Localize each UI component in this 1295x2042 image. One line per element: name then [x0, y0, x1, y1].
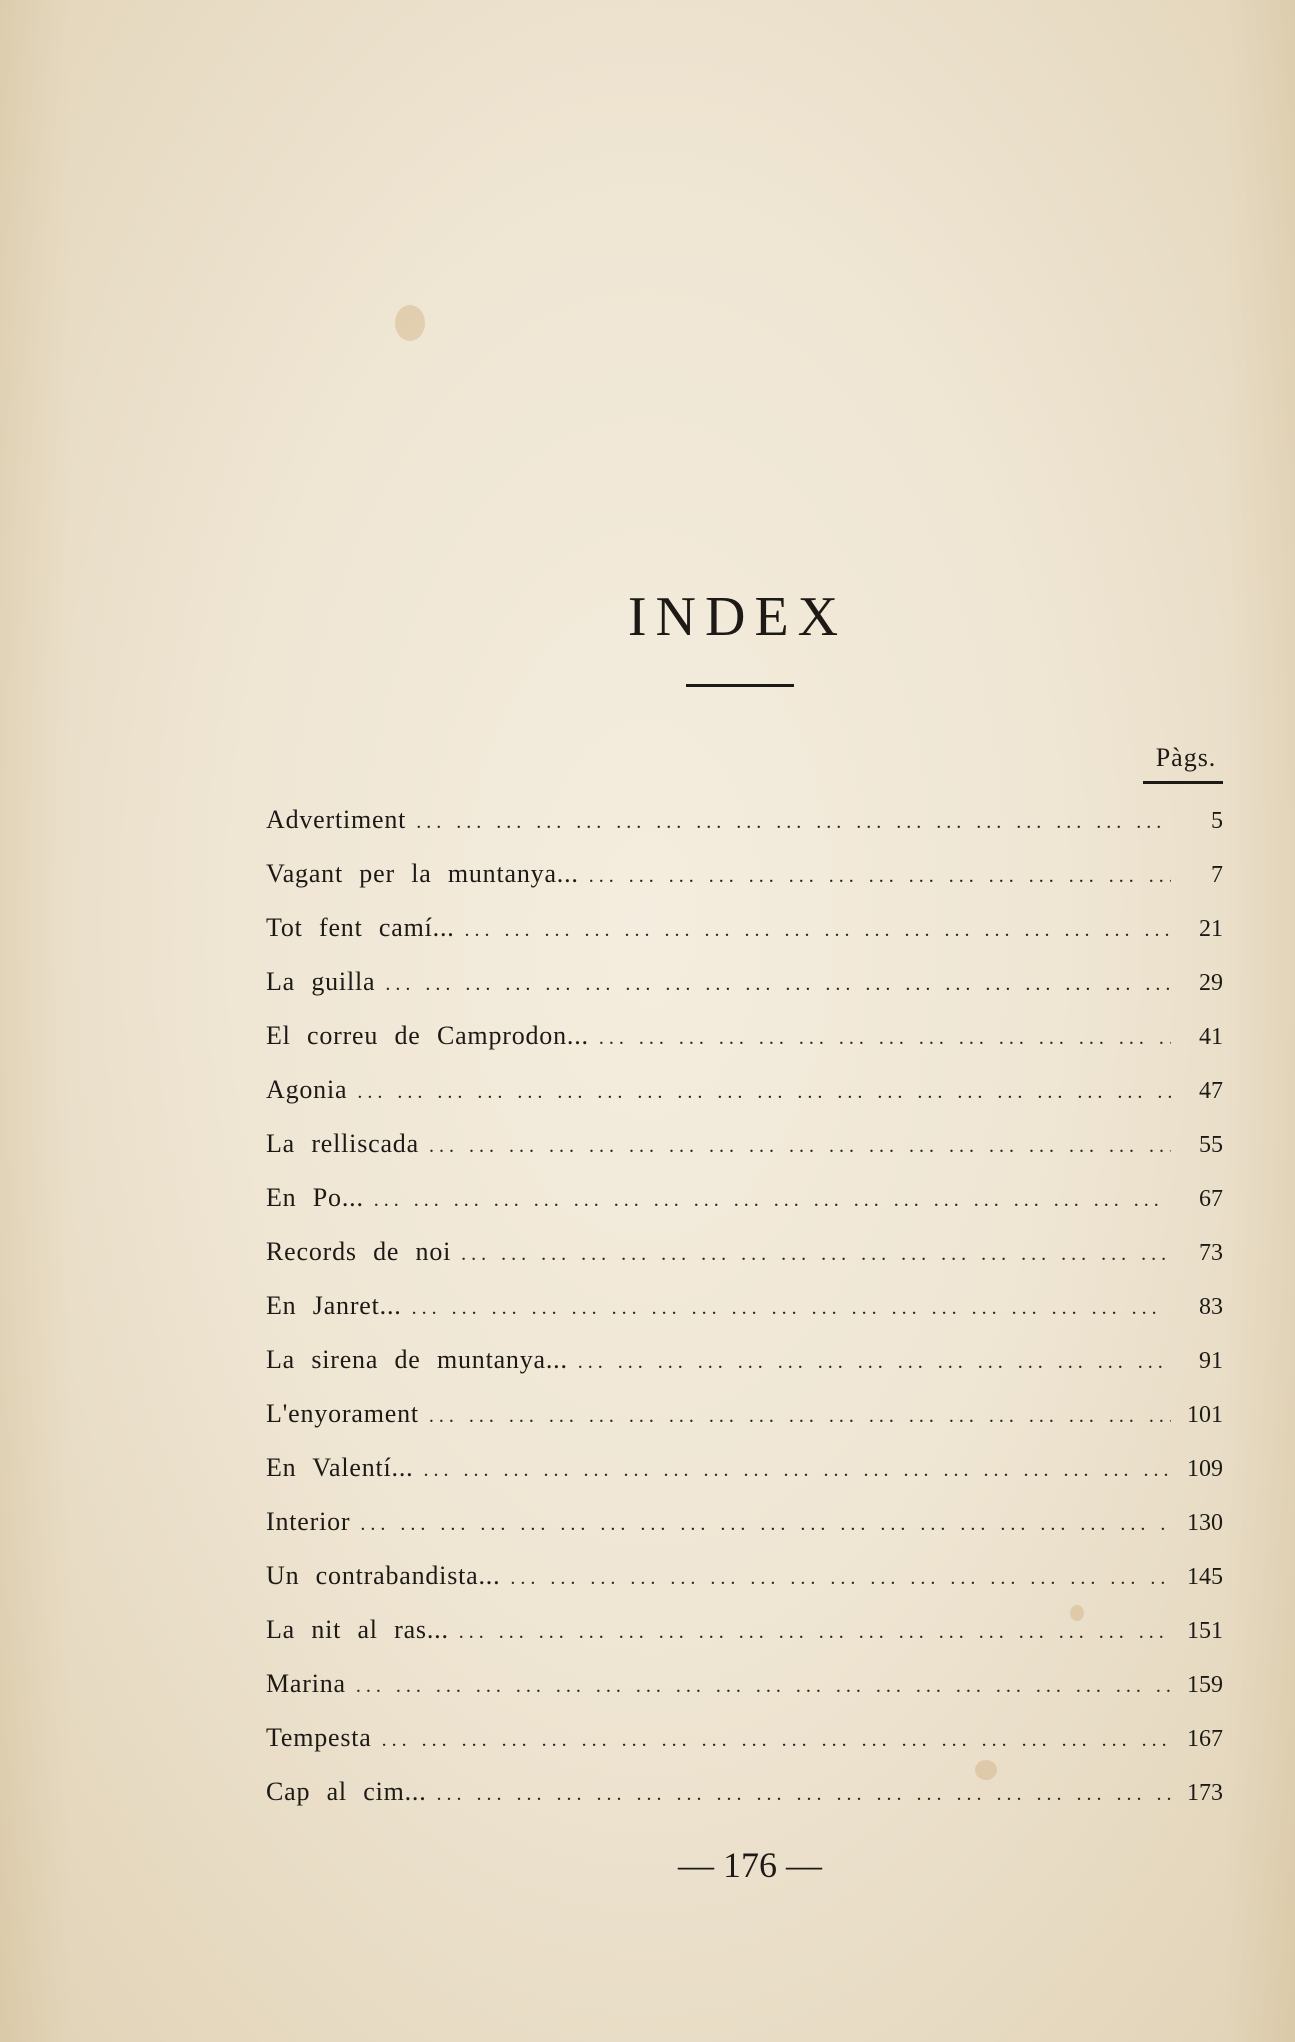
dot-leader: [416, 811, 1171, 834]
toc-entry: [266, 967, 1223, 1021]
toc-entry-page: 55: [1199, 1132, 1223, 1158]
toc-entry: [266, 1237, 1223, 1291]
dot-leader: [599, 1027, 1171, 1050]
toc-entry-title: Records de noi: [266, 1237, 452, 1266]
toc-entry: [266, 1291, 1223, 1345]
toc-entry: [266, 1183, 1223, 1237]
paper-stain: [395, 305, 425, 341]
toc-entry: [266, 1777, 1223, 1831]
toc-entry-page: 173: [1187, 1780, 1223, 1806]
page-number: — 176 —: [678, 1845, 822, 1885]
toc-entry: [266, 1075, 1223, 1129]
toc-entry-page: 67: [1199, 1186, 1223, 1212]
toc-entry-page: 73: [1199, 1240, 1223, 1266]
toc-entry-page: 109: [1187, 1456, 1223, 1482]
dot-leader: [589, 865, 1171, 888]
dot-leader: [412, 1297, 1171, 1320]
dot-leader: [429, 1405, 1171, 1428]
dot-leader: [374, 1189, 1171, 1212]
dot-leader: [578, 1351, 1171, 1374]
toc-entry-title: Cap al cim...: [266, 1777, 427, 1806]
dot-leader: [429, 1135, 1171, 1158]
toc-entry: [266, 1453, 1223, 1507]
toc-entry-title: Agonia: [266, 1075, 348, 1104]
toc-entry-page: 167: [1187, 1726, 1223, 1752]
toc-entry-title: Advertiment: [266, 805, 407, 834]
toc-entry: [266, 1669, 1223, 1723]
index-title: INDEX: [627, 586, 848, 648]
dot-leader: [459, 1621, 1171, 1644]
toc-entry-title: En Valentí...: [266, 1453, 414, 1482]
title-underline: [686, 684, 794, 687]
toc-entry-page: 41: [1199, 1024, 1223, 1050]
toc-entry-title: L'enyorament: [266, 1399, 419, 1428]
toc-entry-title: Tot fent camí...: [266, 913, 455, 942]
dot-leader: [423, 1459, 1171, 1482]
toc-entry: [266, 1507, 1223, 1561]
dot-leader: [360, 1513, 1171, 1536]
pages-column-header: Pàgs.: [1155, 743, 1217, 772]
toc-entry: [266, 1129, 1223, 1183]
toc-entry: [266, 913, 1223, 967]
toc-entry: [266, 1399, 1223, 1453]
toc-entry-page: 21: [1199, 916, 1223, 942]
toc-entry: [266, 1615, 1223, 1669]
dot-leader: [437, 1783, 1171, 1806]
toc-entry: [266, 1723, 1223, 1777]
toc-entry-page: 101: [1187, 1402, 1223, 1428]
dot-leader: [382, 1729, 1171, 1752]
toc-entry-title: La guilla: [266, 967, 376, 996]
toc-entry-page: 29: [1199, 970, 1223, 996]
toc-entry-title: Interior: [266, 1507, 351, 1536]
dot-leader: [357, 1081, 1171, 1104]
dot-leader: [356, 1675, 1171, 1698]
toc-entry: [266, 859, 1223, 913]
toc-entry-page: 130: [1187, 1510, 1223, 1536]
toc-entry-page: 47: [1199, 1078, 1223, 1104]
dot-leader: [461, 1243, 1171, 1266]
toc-entry-title: Marina: [266, 1669, 346, 1698]
toc-entry-title: Vagant per la muntanya...: [266, 859, 579, 888]
dot-leader: [510, 1567, 1171, 1590]
toc-entry-title: La sirena de muntanya...: [266, 1345, 568, 1374]
toc-entry-title: En Po...: [266, 1183, 364, 1212]
pages-header-underline: [1143, 781, 1223, 784]
toc-entry-page: 145: [1187, 1564, 1223, 1590]
toc-entry-title: La relliscada: [266, 1129, 419, 1158]
toc-entry: [266, 1345, 1223, 1399]
toc-entry-page: 7: [1211, 862, 1223, 888]
toc-entry-page: 151: [1187, 1618, 1223, 1644]
dot-leader: [465, 919, 1171, 942]
dot-leader: [385, 973, 1171, 996]
toc-entry-page: 83: [1199, 1294, 1223, 1320]
toc-entry-page: 159: [1187, 1672, 1223, 1698]
toc-entry-page: 91: [1199, 1348, 1223, 1374]
toc-entry-title: La nit al ras...: [266, 1615, 449, 1644]
toc-entry-title: En Janret...: [266, 1291, 402, 1320]
table-of-contents: [266, 805, 1223, 1831]
toc-entry-title: Tempesta: [266, 1723, 372, 1752]
toc-entry-page: 5: [1211, 808, 1223, 834]
toc-entry: [266, 1561, 1223, 1615]
toc-entry: [266, 1021, 1223, 1075]
toc-entry: [266, 805, 1223, 859]
toc-entry-title: Un contrabandista...: [266, 1561, 501, 1590]
toc-entry-title: El correu de Camprodon...: [266, 1021, 589, 1050]
